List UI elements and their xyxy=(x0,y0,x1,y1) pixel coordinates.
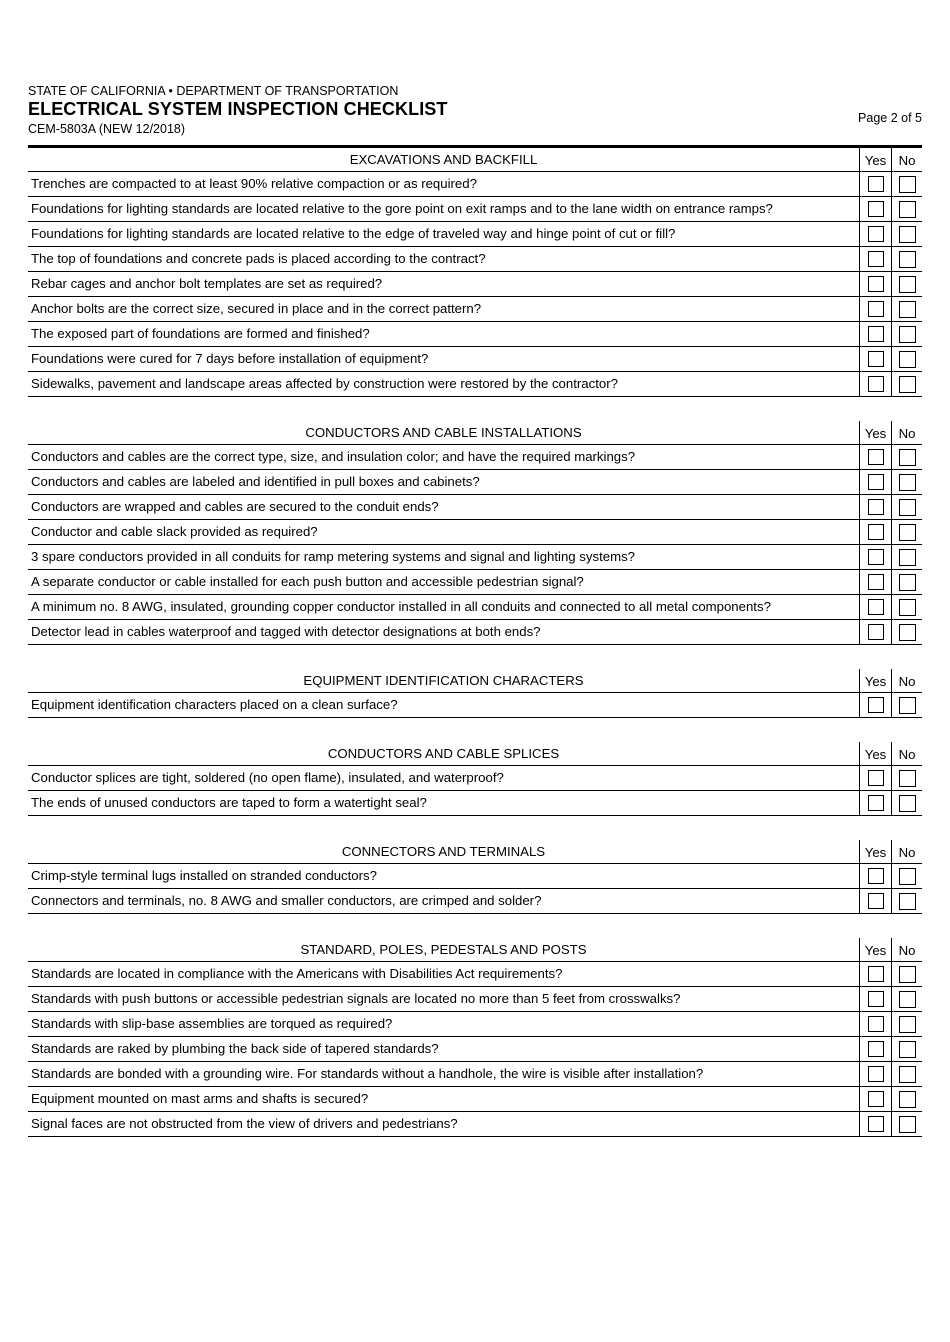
checklist-question: Signal faces are not obstructed from the view of drivers and pedestrians? xyxy=(28,1112,860,1136)
checklist-row xyxy=(28,520,922,545)
no-cell xyxy=(892,791,922,815)
no-cell xyxy=(892,1037,922,1061)
no-column-header: No xyxy=(898,425,916,441)
yes-cell xyxy=(860,297,892,321)
no-cell xyxy=(892,545,922,569)
no-column-header: No xyxy=(898,746,916,762)
yes-checkbox[interactable] xyxy=(868,770,884,786)
checklist-question: The top of foundations and concrete pads is placed according to the contract? xyxy=(28,247,860,271)
form-header xyxy=(28,84,922,140)
checklist-question: Conductors and cables are labeled and identified in pull boxes and cabinets? xyxy=(28,470,860,494)
section-title: CONDUCTORS AND CABLE INSTALLATIONS xyxy=(28,421,860,444)
yes-checkbox[interactable] xyxy=(868,474,884,490)
yes-column-header: Yes xyxy=(860,421,892,444)
yes-cell xyxy=(860,372,892,396)
no-column-header: No xyxy=(898,152,916,168)
checklist-question: Anchor bolts are the correct size, secured in place and in the correct pattern? xyxy=(28,297,860,321)
checklist-row xyxy=(28,372,922,397)
no-cell xyxy=(892,987,922,1011)
yes-checkbox[interactable] xyxy=(868,226,884,242)
checklist-question: Standards are located in compliance with the Americans with Disabilities Act requirements? xyxy=(28,962,860,986)
checklist-question: Foundations for lighting standards are located relative to the edge of traveled way and hinge point of cut or fill? xyxy=(28,222,860,246)
checklist-question: Standards with slip-base assemblies are torqued as required? xyxy=(28,1012,860,1036)
yes-checkbox[interactable] xyxy=(868,991,884,1007)
section-header-row xyxy=(28,840,922,864)
section-spacer xyxy=(28,816,922,840)
checklist-question: Foundations for lighting standards are located relative to the gore point on exit ramps and to the lane width on entrance ramps? xyxy=(28,197,860,221)
yes-checkbox[interactable] xyxy=(868,697,884,713)
no-cell xyxy=(892,1087,922,1111)
section-title: EXCAVATIONS AND BACKFILL xyxy=(28,148,860,171)
no-checkbox[interactable] xyxy=(899,624,916,641)
no-cell xyxy=(892,247,922,271)
section-standard-poles-pedestals-and-posts xyxy=(28,938,922,1137)
no-cell xyxy=(892,495,922,519)
yes-cell xyxy=(860,172,892,196)
yes-checkbox[interactable] xyxy=(868,1066,884,1082)
no-cell xyxy=(892,595,922,619)
yes-cell xyxy=(860,1112,892,1136)
form-title: ELECTRICAL SYSTEM INSPECTION CHECKLIST xyxy=(28,99,448,119)
section-equipment-identification-characters xyxy=(28,669,922,718)
no-checkbox[interactable] xyxy=(899,176,916,193)
no-checkbox[interactable] xyxy=(899,549,916,566)
yes-checkbox[interactable] xyxy=(868,449,884,465)
page-number: Page 2 of 5 xyxy=(858,111,922,125)
yes-checkbox[interactable] xyxy=(868,868,884,884)
checklist-question: Trenches are compacted to at least 90% relative compaction or as required? xyxy=(28,172,860,196)
section-spacer xyxy=(28,397,922,421)
section-title: STANDARD, POLES, PEDESTALS AND POSTS xyxy=(28,938,860,961)
no-cell xyxy=(892,520,922,544)
no-cell xyxy=(892,1112,922,1136)
yes-cell xyxy=(860,495,892,519)
checklist-question: Sidewalks, pavement and landscape areas affected by construction were restored by the contractor? xyxy=(28,372,860,396)
section-header-row xyxy=(28,421,922,445)
yes-cell xyxy=(860,197,892,221)
checklist-row xyxy=(28,693,922,718)
no-checkbox[interactable] xyxy=(899,574,916,591)
section-title: CONNECTORS AND TERMINALS xyxy=(28,840,860,863)
no-checkbox[interactable] xyxy=(899,795,916,812)
no-cell xyxy=(892,889,922,913)
no-checkbox[interactable] xyxy=(899,376,916,393)
section-title: CONDUCTORS AND CABLE SPLICES xyxy=(28,742,860,765)
checklist-row xyxy=(28,1037,922,1062)
no-checkbox[interactable] xyxy=(899,966,916,983)
no-checkbox[interactable] xyxy=(899,524,916,541)
checklist-question: Conductors are wrapped and cables are secured to the conduit ends? xyxy=(28,495,860,519)
checklist-sections xyxy=(28,148,922,1137)
section-spacer xyxy=(28,645,922,669)
yes-cell xyxy=(860,864,892,888)
no-cell xyxy=(892,693,922,717)
checklist-row xyxy=(28,962,922,987)
yes-cell xyxy=(860,889,892,913)
yes-checkbox[interactable] xyxy=(868,499,884,515)
yes-cell xyxy=(860,445,892,469)
yes-cell xyxy=(860,520,892,544)
yes-cell xyxy=(860,987,892,1011)
no-checkbox[interactable] xyxy=(899,499,916,516)
yes-cell xyxy=(860,1012,892,1036)
checklist-row xyxy=(28,247,922,272)
yes-checkbox[interactable] xyxy=(868,795,884,811)
checklist-row xyxy=(28,347,922,372)
no-checkbox[interactable] xyxy=(899,1091,916,1108)
checklist-row xyxy=(28,791,922,816)
no-cell xyxy=(892,197,922,221)
checklist-row xyxy=(28,272,922,297)
yes-cell xyxy=(860,962,892,986)
checklist-row xyxy=(28,197,922,222)
checklist-question: Connectors and terminals, no. 8 AWG and smaller conductors, are crimped and solder? xyxy=(28,889,860,913)
no-checkbox[interactable] xyxy=(899,1016,916,1033)
no-cell xyxy=(892,570,922,594)
no-checkbox[interactable] xyxy=(899,251,916,268)
no-checkbox[interactable] xyxy=(899,226,916,243)
section-spacer xyxy=(28,718,922,742)
yes-column-header: Yes xyxy=(860,742,892,765)
yes-checkbox[interactable] xyxy=(868,893,884,909)
checklist-question: Standards with push buttons or accessible pedestrian signals are located no more than 5 feet from crosswalks? xyxy=(28,987,860,1011)
checklist-row xyxy=(28,1012,922,1037)
checklist-row xyxy=(28,545,922,570)
no-column-header: No xyxy=(898,673,916,689)
checklist-question: Conductor splices are tight, soldered (no open flame), insulated, and waterproof? xyxy=(28,766,860,790)
agency-line: STATE OF CALIFORNIA • DEPARTMENT OF TRANSPORTATION xyxy=(28,84,399,98)
yes-checkbox[interactable] xyxy=(868,599,884,615)
checklist-question: Rebar cages and anchor bolt templates are set as required? xyxy=(28,272,860,296)
checklist-row xyxy=(28,1112,922,1137)
checklist-row xyxy=(28,495,922,520)
yes-checkbox[interactable] xyxy=(868,1041,884,1057)
yes-cell xyxy=(860,595,892,619)
yes-cell xyxy=(860,322,892,346)
checklist-row xyxy=(28,322,922,347)
checklist-row xyxy=(28,766,922,791)
checklist-row xyxy=(28,1087,922,1112)
section-header-row xyxy=(28,669,922,693)
no-checkbox[interactable] xyxy=(899,1066,916,1083)
yes-column-header: Yes xyxy=(860,148,892,171)
form-number: CEM-5803A (NEW 12/2018) xyxy=(28,122,186,136)
no-checkbox[interactable] xyxy=(899,351,916,368)
yes-cell xyxy=(860,470,892,494)
yes-checkbox[interactable] xyxy=(868,351,884,367)
yes-cell xyxy=(860,545,892,569)
yes-cell xyxy=(860,791,892,815)
checklist-row xyxy=(28,595,922,620)
no-cell xyxy=(892,222,922,246)
yes-checkbox[interactable] xyxy=(868,966,884,982)
no-checkbox[interactable] xyxy=(899,301,916,318)
yes-checkbox[interactable] xyxy=(868,624,884,640)
no-cell xyxy=(892,470,922,494)
no-checkbox[interactable] xyxy=(899,599,916,616)
checklist-question: Conductors and cables are the correct type, size, and insulation color; and have the required markings? xyxy=(28,445,860,469)
no-checkbox[interactable] xyxy=(899,893,916,910)
section-conductors-and-cable-installations xyxy=(28,421,922,645)
section-title: EQUIPMENT IDENTIFICATION CHARACTERS xyxy=(28,669,860,692)
no-checkbox[interactable] xyxy=(899,276,916,293)
checklist-question: Standards are raked by plumbing the back side of tapered standards? xyxy=(28,1037,860,1061)
checklist-row xyxy=(28,297,922,322)
yes-column-header: Yes xyxy=(860,669,892,692)
checklist-question: Equipment identification characters placed on a clean surface? xyxy=(28,693,860,717)
no-cell xyxy=(892,445,922,469)
no-checkbox[interactable] xyxy=(899,1116,916,1133)
no-checkbox[interactable] xyxy=(899,991,916,1008)
checklist-row xyxy=(28,1062,922,1087)
yes-checkbox[interactable] xyxy=(868,201,884,217)
yes-cell xyxy=(860,222,892,246)
yes-checkbox[interactable] xyxy=(868,376,884,392)
yes-checkbox[interactable] xyxy=(868,176,884,192)
yes-checkbox[interactable] xyxy=(868,301,884,317)
yes-checkbox[interactable] xyxy=(868,251,884,267)
section-connectors-and-terminals xyxy=(28,840,922,914)
no-cell xyxy=(892,372,922,396)
no-cell xyxy=(892,172,922,196)
checklist-question: Foundations were cured for 7 days before installation of equipment? xyxy=(28,347,860,371)
yes-checkbox[interactable] xyxy=(868,524,884,540)
section-header-row xyxy=(28,148,922,172)
no-checkbox[interactable] xyxy=(899,326,916,343)
no-checkbox[interactable] xyxy=(899,1041,916,1058)
no-cell xyxy=(892,347,922,371)
yes-column-header: Yes xyxy=(860,840,892,863)
yes-cell xyxy=(860,570,892,594)
no-cell xyxy=(892,766,922,790)
yes-checkbox[interactable] xyxy=(868,1016,884,1032)
yes-cell xyxy=(860,1087,892,1111)
checklist-question: 3 spare conductors provided in all conduits for ramp metering systems and signal and lighting systems? xyxy=(28,545,860,569)
checklist-row xyxy=(28,864,922,889)
no-cell xyxy=(892,620,922,644)
no-checkbox[interactable] xyxy=(899,868,916,885)
no-cell xyxy=(892,1062,922,1086)
yes-cell xyxy=(860,620,892,644)
no-cell xyxy=(892,1012,922,1036)
checklist-question: Detector lead in cables waterproof and tagged with detector designations at both ends? xyxy=(28,620,860,644)
section-header-row xyxy=(28,742,922,766)
checklist-row xyxy=(28,889,922,914)
checklist-row xyxy=(28,172,922,197)
yes-checkbox[interactable] xyxy=(868,1091,884,1107)
no-cell xyxy=(892,297,922,321)
no-checkbox[interactable] xyxy=(899,201,916,218)
section-conductors-and-cable-splices xyxy=(28,742,922,816)
no-checkbox[interactable] xyxy=(899,697,916,714)
section-header-row xyxy=(28,938,922,962)
checklist-question: Standards are bonded with a grounding wire. For standards without a handhole, the wire is visible after installation? xyxy=(28,1062,860,1086)
checklist-question: Equipment mounted on mast arms and shafts is secured? xyxy=(28,1087,860,1111)
checklist-question: Crimp-style terminal lugs installed on stranded conductors? xyxy=(28,864,860,888)
section-spacer xyxy=(28,914,922,938)
yes-checkbox[interactable] xyxy=(868,326,884,342)
no-checkbox[interactable] xyxy=(899,474,916,491)
checklist-row xyxy=(28,987,922,1012)
checklist-question: The exposed part of foundations are formed and finished? xyxy=(28,322,860,346)
yes-column-header: Yes xyxy=(860,938,892,961)
checklist-row xyxy=(28,620,922,645)
checklist-row xyxy=(28,222,922,247)
no-checkbox[interactable] xyxy=(899,770,916,787)
checklist-question: A minimum no. 8 AWG, insulated, grounding copper conductor installed in all conduits and connected to all metal components? xyxy=(28,595,860,619)
yes-cell xyxy=(860,247,892,271)
no-checkbox[interactable] xyxy=(899,449,916,466)
section-excavations-and-backfill xyxy=(28,148,922,397)
yes-cell xyxy=(860,1062,892,1086)
yes-cell xyxy=(860,272,892,296)
no-column-header: No xyxy=(898,942,916,958)
yes-checkbox[interactable] xyxy=(868,549,884,565)
no-cell xyxy=(892,272,922,296)
checklist-question: The ends of unused conductors are taped to form a watertight seal? xyxy=(28,791,860,815)
yes-checkbox[interactable] xyxy=(868,1116,884,1132)
no-column-header: No xyxy=(898,844,916,860)
no-cell xyxy=(892,962,922,986)
checklist-row xyxy=(28,470,922,495)
yes-cell xyxy=(860,693,892,717)
yes-cell xyxy=(860,347,892,371)
checklist-row xyxy=(28,445,922,470)
checklist-question: A separate conductor or cable installed for each push button and accessible pedestrian signal? xyxy=(28,570,860,594)
no-cell xyxy=(892,322,922,346)
yes-cell xyxy=(860,766,892,790)
checklist-question: Conductor and cable slack provided as required? xyxy=(28,520,860,544)
no-cell xyxy=(892,864,922,888)
yes-checkbox[interactable] xyxy=(868,574,884,590)
yes-cell xyxy=(860,1037,892,1061)
checklist-row xyxy=(28,570,922,595)
yes-checkbox[interactable] xyxy=(868,276,884,292)
